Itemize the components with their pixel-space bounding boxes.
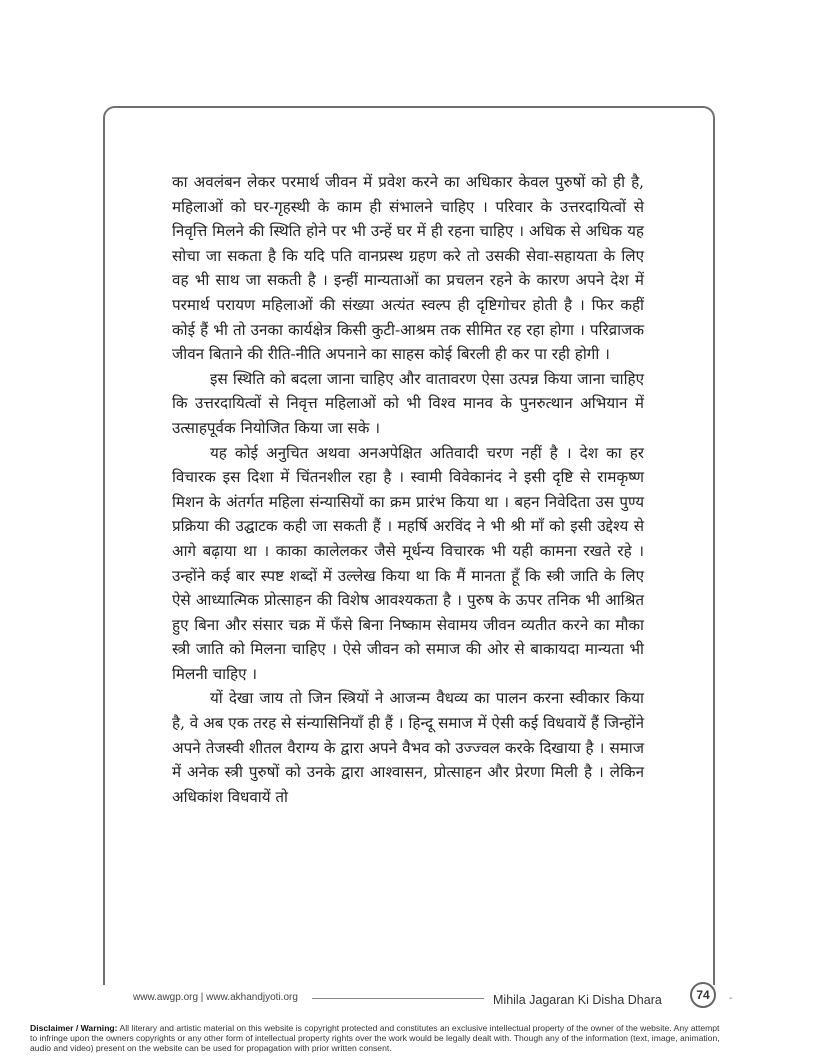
page-number: 74 [696,988,710,1002]
paragraph: का अवलंबन लेकर परमार्थ जीवन में प्रवेश करने का अधिकार केवल पुरुषों को ही है, महिलाओं को घर-गृहस्थी के काम ही संभालने चाहिए । परिवार के उत्तरदायित्वों से निवृत्ति मिलने की स्थिति होने पर भी उन्हें घर में ही रहना चाहिए । अधिक से अधिक यह सोचा जा सकता है कि यदि पति वानप्रस्थ ग्रहण करे तो उसकी सेवा-सहायता के लिए वह भी साथ जा सकती है । इन्हीं मान्यताओं का प्रचलन रहने के कारण अपने देश में परमार्थ परायण महिलाओं की संख्या अत्यंत स्वल्प ही दृष्टिगोचर होती है । फिर कहीं कोई हैं भी तो उनका कार्यक्षेत्र किसी कुटी-आश्रम तक सीमित रह रहा होगा । परिव्राजक जीवन बिताने की रीति-नीति अपनाने का साहस कोई बिरली ही कर पा रही होगी । [172,173,644,364]
footer-divider [312,998,484,999]
footer-book-title: Mihila Jagaran Ki Disha Dhara [493,993,662,1007]
disclaimer [30,1023,720,1056]
footer-dash: - [729,993,733,1004]
page-number-badge [690,982,716,1008]
article-body [172,170,644,809]
paragraph: यों देखा जाय तो जिन स्त्रियों ने आजन्म वैधव्य का पालन करना स्वीकार किया है, वे अब एक तरह से संन्यासिनियाँ ही हैं । हिन्दू समाज में ऐसी कई विधवायें हैं जिन्होंने अपने तेजस्वी शीतल वैराग्य के द्वारा अपने वैभव को उज्ज्वल करके दिखाया है । समाज में अनेक स्त्री पुरुषों को उनके द्वारा आश्वासन, प्रोत्साहन और प्रेरणा मिली है । लेकिन अधिकांश विधवायें तो [172,689,644,806]
paragraph: यह कोई अनुचित अथवा अनअपेक्षित अतिवादी चरण नहीं है । देश का हर विचारक इस दिशा में चिंतनशील रहा है । स्वामी विवेकानंद ने इसी दृष्टि से रामकृष्ण मिशन के अंतर्गत महिला संन्यासियों का क्रम प्रारंभ किया था । बहन निवेदिता उस पुण्य प्रक्रिया की उद्घाटक कही जा सकती हैं । महर्षि अरविंद ने भी श्री माँ को इसी उद्देश्य से आगे बढ़ाया था । काका कालेलकर जैसे मूर्धन्य विचारक भी यही कामना रखते रहे । उन्होंने कई बार स्पष्ट शब्दों में उल्लेख किया था कि मैं मानता हूँ कि स्त्री जाति के लिए ऐसे आध्यात्मिक प्रोत्साहन की विशेष आवश्यकता है । पुरुष के ऊपर तनिक भी आश्रित हुए बिना और संसार चक्र में फँसे बिना निष्काम सेवामय जीवन व्यतीत करने का मौका स्त्री जाति को मिलना चाहिए । ऐसे जीवन को समाज की ओर से बाकायदा मान्यता भी मिलनी चाहिए । [172,443,644,683]
disclaimer-text: All literary and artistic material on this website is copyright protected and constitutes an exclusive intellectual property of the owner of the website. Any attempt to infringe upon the owners copyrights or any other form of intellectual property rights over the work would be legally dealt with. Though any of the information (text, image, animation, audio and video) present on the website can be used for propagation with prior written consent. [30,1023,720,1054]
footer-website-links[interactable]: www.awgp.org | www.akhandjyoti.org [133,992,298,1003]
disclaimer-label: Disclaimer / Warning: [30,1023,118,1033]
paragraph: इस स्थिति को बदला जाना चाहिए और वातावरण ऐसा उत्पन्न किया जाना चाहिए कि उत्तरदायित्वों से निवृत्त महिलाओं को भी विश्व मानव के पुनरुत्थान अभियान में उत्साहपूर्वक नियोजित किया जा सके । [172,369,644,437]
